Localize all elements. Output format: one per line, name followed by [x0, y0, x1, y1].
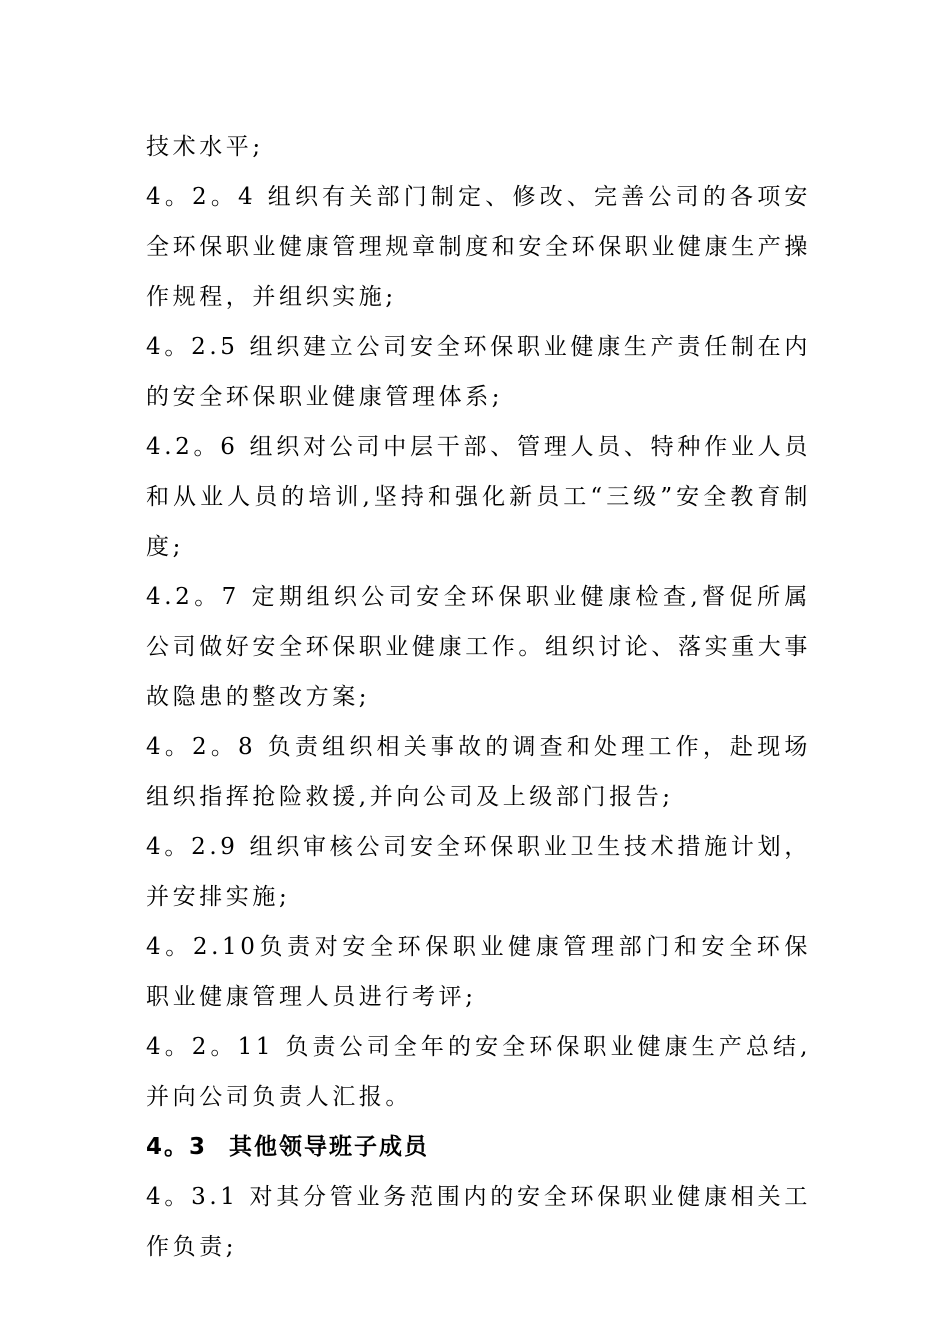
section-heading-4-3	[146, 1122, 811, 1172]
section-heading-number: 4。3	[146, 1134, 208, 1160]
section-heading-title: 其他领导班子成员	[229, 1134, 430, 1160]
paragraph-4-2-6: 4.2。6 组织对公司中层干部、管理人员、特种作业人员和从业人员的培训,坚持和强化新员工“三级”安全教育制度;	[146, 434, 811, 560]
document-body	[146, 122, 811, 1272]
paragraph-4-2-10: 4。2.10负责对安全环保职业健康管理部门和安全环保职业健康管理人员进行考评;	[146, 934, 811, 1010]
paragraph-4-3-1: 4。3.1 对其分管业务范围内的安全环保职业健康相关工作负责;	[146, 1184, 811, 1260]
paragraph-continuation: 技术水平;	[146, 134, 264, 160]
paragraph-4-2-5: 4。2.5 组织建立公司安全环保职业健康生产责任制在内的安全环保职业健康管理体系;	[146, 334, 811, 410]
paragraph-4-2-9: 4。2.9 组织审核公司安全环保职业卫生技术措施计划，并安排实施;	[146, 834, 811, 910]
paragraph-4-2-11: 4。2。11 负责公司全年的安全环保职业健康生产总结,并向公司负责人汇报。	[146, 1034, 811, 1110]
paragraph-4-2-7: 4.2。7 定期组织公司安全环保职业健康检查,督促所属公司做好安全环保职业健康工作。组织讨论、落实重大事故隐患的整改方案;	[146, 584, 811, 710]
paragraph-4-2-4: 4。2。4 组织有关部门制定、修改、完善公司的各项安全环保职业健康管理规章制度和安全环保职业健康生产操作规程，并组织实施;	[146, 184, 811, 310]
paragraph-4-2-8: 4。2。8 负责组织相关事故的调查和处理工作，赴现场组织指挥抢险救援,并向公司及上级部门报告;	[146, 734, 811, 810]
